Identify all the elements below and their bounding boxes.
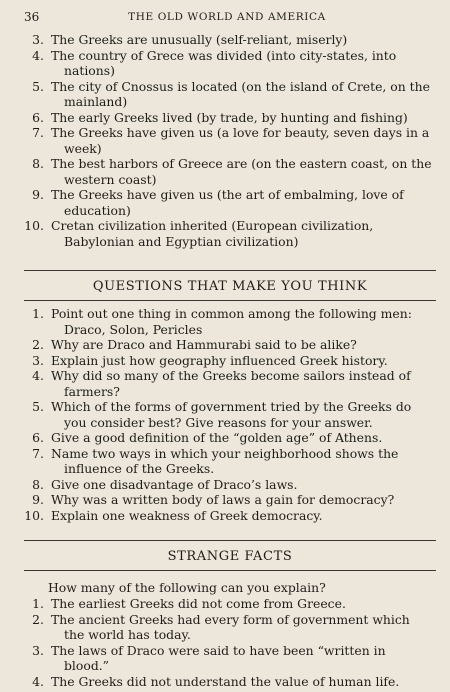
questions-section-title: QUESTIONS THAT MAKE YOU THINK (92, 279, 368, 294)
question-item (24, 306, 436, 337)
item-text: The Greeks have given us (the art of embalming, love of education) (51, 187, 404, 218)
item-text: The laws of Draco were said to have been “written in blood.” (51, 642, 386, 673)
item-text: Cretan civilization inherited (European civilization, Babylonian and Egyptian civilization) (51, 218, 374, 249)
question-item (24, 368, 436, 399)
item-text: The Greeks did not understand the value of human life. (51, 673, 400, 689)
item-text: Why did so many of the Greeks become sailors instead of farmers? (51, 368, 411, 399)
item-text: The Greeks are unusually (self-reliant, miserly) (51, 32, 348, 47)
question-item (24, 446, 436, 477)
test-item (24, 48, 436, 79)
item-text: The best harbors of Greece are (on the eastern coast, on the western coast) (51, 156, 432, 187)
item-text: Why are Draco and Hammurabi said to be alike? (51, 337, 357, 352)
item-text: The city of Cnossus is located (on the island of Crete, on the mainland) (51, 78, 430, 109)
question-item (24, 508, 436, 524)
item-text: Give one disadvantage of Draco’s laws. (51, 476, 298, 492)
question-item (24, 399, 436, 430)
fact-item (24, 643, 436, 674)
item-number: 1. (32, 596, 44, 611)
test-item (24, 110, 436, 126)
item-text: The early Greeks lived (by trade, by hunting and fishing) (51, 109, 408, 125)
objective-test-list (24, 32, 436, 249)
test-item (24, 218, 436, 249)
fact-item (24, 612, 436, 643)
item-text: The Greeks have given us (a love for beauty, seven days in a week) (51, 125, 430, 156)
item-text: Explain just how geography influenced Greek history. (51, 352, 388, 368)
question-item (24, 430, 436, 446)
item-number: 3. (32, 642, 44, 658)
item-number: 2. (32, 337, 44, 352)
item-number: 7. (32, 445, 44, 461)
test-item (24, 32, 436, 48)
item-number: 8. (32, 156, 44, 171)
item-number: 8. (32, 476, 44, 492)
item-number: 2. (32, 611, 44, 627)
item-number: 3. (32, 352, 44, 368)
strange-facts-section-title: STRANGE FACTS (167, 549, 293, 564)
section-rule-top (24, 270, 436, 271)
item-number: 5. (32, 399, 44, 414)
item-number: 5. (32, 78, 44, 94)
running-title: THE OLD WORLD AND AMERICA (128, 11, 326, 23)
question-item (24, 353, 436, 369)
item-number: 6. (32, 430, 44, 445)
item-number: 9. (32, 187, 44, 202)
item-number: 10. (24, 507, 44, 523)
item-number: 10. (24, 218, 44, 233)
item-number: 4. (32, 368, 44, 383)
strange-facts-intro: How many of the following can you explain? (48, 580, 326, 595)
item-text: Explain one weakness of Greek democracy. (51, 507, 323, 523)
page-number: 36 (24, 10, 40, 24)
section-rule-bottom (24, 570, 436, 571)
item-text: The country of Grece was divided (into city-states, into nations) (51, 47, 397, 78)
section-rule-top (24, 540, 436, 541)
page-header (24, 10, 430, 26)
questions-list (24, 306, 436, 523)
item-text: Which of the forms of government tried by the Greeks do you consider best? Give reasons for your answer. (51, 399, 412, 430)
item-number: 3. (32, 32, 44, 47)
question-item (24, 337, 436, 353)
question-item (24, 492, 436, 508)
section-rule-bottom (24, 300, 436, 301)
item-number: 6. (32, 109, 44, 125)
item-text: The earliest Greeks did not come from Greece. (51, 596, 346, 611)
item-number: 4. (32, 47, 44, 63)
item-number: 7. (32, 125, 44, 140)
fact-item (24, 674, 436, 690)
item-number: 9. (32, 492, 44, 507)
question-item (24, 477, 436, 493)
fact-item (24, 596, 436, 612)
test-item (24, 156, 436, 187)
test-item (24, 187, 436, 218)
test-item (24, 125, 436, 156)
item-text: Why was a written body of laws a gain for democracy? (51, 492, 395, 507)
item-text: Give a good definition of the “golden age” of Athens. (51, 430, 383, 445)
test-item (24, 79, 436, 110)
item-text: Point out one thing in common among the following men: Draco, Solon, Pericles (51, 306, 412, 337)
item-text: Name two ways in which your neighborhood shows the influence of the Greeks. (51, 445, 399, 476)
item-text: The ancient Greeks had every form of government which the world has today. (51, 611, 410, 642)
item-number: 4. (32, 673, 44, 689)
strange-facts-list (24, 596, 436, 689)
item-number: 1. (32, 306, 44, 321)
